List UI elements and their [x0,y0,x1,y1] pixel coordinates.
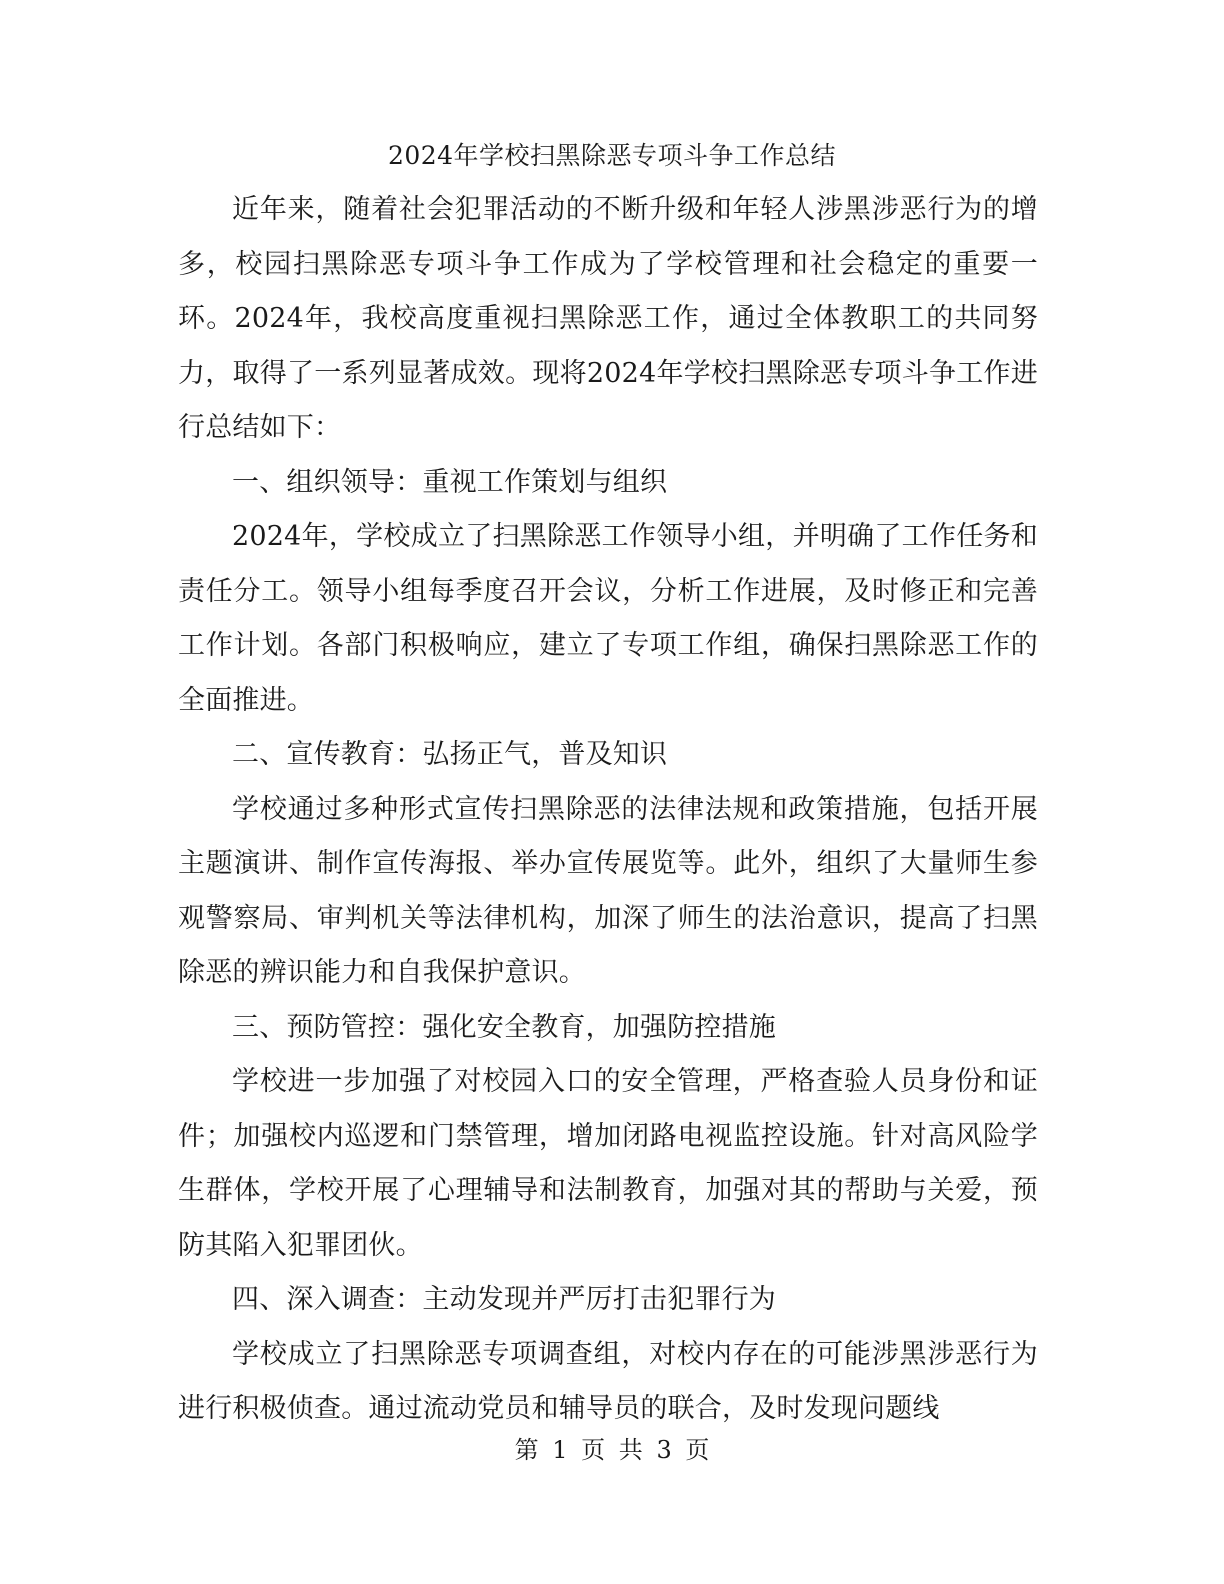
paragraph-intro: 近年来，随着社会犯罪活动的不断升级和年轻人涉黑涉恶行为的增多，校园扫黑除恶专项斗争工作成为了学校管理和社会稳定的重要一环。2024年，我校高度重视扫黑除恶工作，通过全体教职工的共同努力，取得了一系列显著成效。现将2024年学校扫黑除恶专项斗争工作进行总结如下： [178,194,1038,443]
page-number-footer: 第 1 页 共 3 页 [514,1436,710,1464]
document-body [178,183,1038,1437]
paragraph-section-3: 学校进一步加强了对校园入口的安全管理，严格查验人员身份和证件；加强校内巡逻和门禁管理，增加闭路电视监控设施。针对高风险学生群体，学校开展了心理辅导和法制教育，加强对其的帮助与关爱，预防其陷入犯罪团伙。 [178,1066,1038,1261]
paragraph-section-1: 2024年，学校成立了扫黑除恶工作领导小组，并明确了工作任务和责任分工。领导小组每季度召开会议，分析工作进展，及时修正和完善工作计划。各部门积极响应，建立了专项工作组，确保扫黑除恶工作的全面推进。 [178,521,1038,716]
section-heading-4: 四、深入调查：主动发现并严厉打击犯罪行为 [232,1284,776,1315]
paragraph-section-2: 学校通过多种形式宣传扫黑除恶的法律法规和政策措施，包括开展主题演讲、制作宣传海报、举办宣传展览等。此外，组织了大量师生参观警察局、审判机关等法律机构，加深了师生的法治意识，提高了扫黑除恶的辨识能力和自我保护意识。 [178,793,1038,988]
section-heading-2: 二、宣传教育：弘扬正气，普及知识 [232,739,668,770]
paragraph-section-4: 学校成立了扫黑除恶专项调查组，对校内存在的可能涉黑涉恶行为进行积极侦查。通过流动党员和辅导员的联合，及时发现问题线 [178,1338,1038,1424]
section-heading-3: 三、预防管控：强化安全教育，加强防控措施 [232,1011,776,1043]
section-heading-1: 一、组织领导：重视工作策划与组织 [232,466,668,498]
document-title: 2024年学校扫黑除恶专项斗争工作总结 [387,141,837,170]
